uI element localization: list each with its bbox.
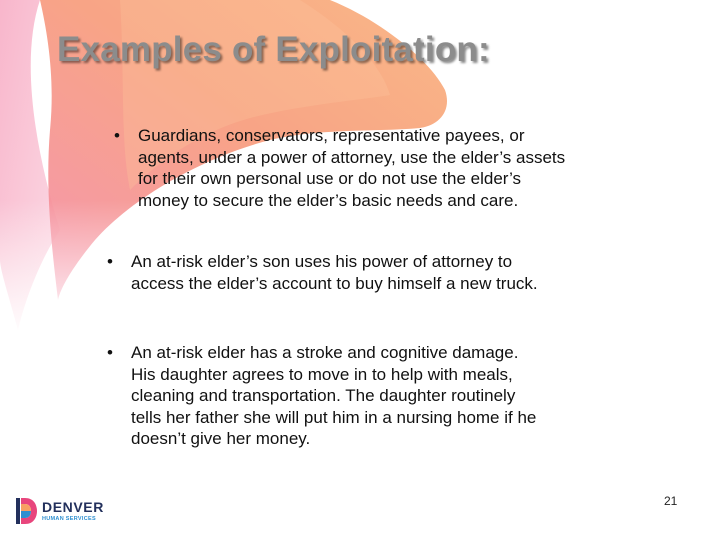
bullet-text: An at-risk elder has a stroke and cognitive damage. His daughter agrees to move in to help with meals, cleaning and transportation. The daughter routinely tells her father she will put him in a nursing home if he doesn’t give her money. [131, 343, 537, 448]
bullet-item-2 [107, 251, 627, 294]
slide-title: Examples of Exploitation: [57, 30, 490, 69]
bullet-marker: • [114, 126, 120, 145]
bullet-text: Guardians, conservators, representative payees, or agents, under a power of attorney, use the elder’s assets for their own personal use or do not use the elder’s money to secure the elder’s basic needs and care. [138, 126, 566, 210]
page-number: 21 [664, 494, 678, 508]
bullet-item-1 [114, 125, 634, 211]
bullet-item-3 [107, 342, 627, 450]
logo-wordmark: DENVER [42, 499, 104, 515]
bullet-marker: • [107, 252, 113, 271]
bullet-marker: • [107, 343, 113, 362]
denver-human-services-logo [16, 496, 116, 528]
bullet-text: An at-risk elder’s son uses his power of attorney to access the elder’s account to buy himself a new truck. [131, 252, 538, 293]
logo-mark-icon [16, 496, 38, 526]
logo-subtitle: HUMAN SERVICES [42, 516, 96, 522]
